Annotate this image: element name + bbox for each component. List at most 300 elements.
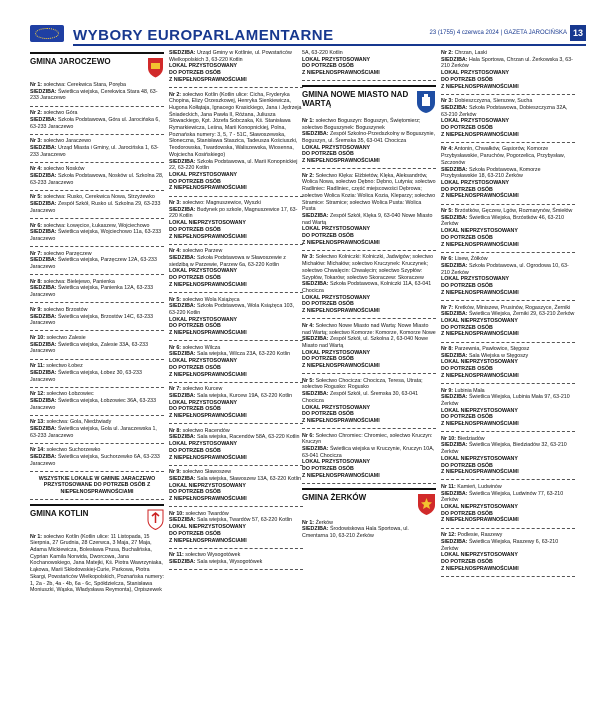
lokal-status-2: DO POTRZEB OSÓB (302, 233, 354, 240)
lokal-status: LOKAL PRZYSTOSOWANY (302, 294, 371, 301)
siedziba-label: SIEDZIBA: (441, 262, 468, 269)
entry-area (302, 118, 436, 131)
lokal-status-2: DO POTRZEB OSÓB (169, 364, 221, 371)
list-item (302, 378, 436, 429)
list-item (30, 391, 164, 416)
entry-area (169, 92, 303, 159)
list-item (441, 305, 575, 343)
lokal-status-3: Z NIEPEŁNOSPRAWNOŚCIAMI (441, 83, 519, 90)
entry-siedziba (169, 207, 303, 220)
entry-number: Nr 4: (30, 166, 43, 173)
entry-area (169, 248, 303, 255)
entry-area (30, 138, 164, 145)
lokal-status-3: Z NIEPEŁNOSPRAWNOŚCIAMI (169, 413, 247, 420)
siedziba-label: SIEDZIBA: (30, 313, 57, 320)
page-header (0, 0, 594, 44)
siedziba-text: Świetlica wiejska, Gola ul. Jaraczewska 1, 63-233 Jaraczewo (30, 426, 157, 439)
entry-area (169, 386, 303, 393)
entry-siedziba (302, 213, 436, 226)
siedziba-text: Świetlica wiejska, Brzostów 14C, 63-233 Jaraczewo (30, 313, 154, 327)
entry-area-text: sołectwo Parzew (182, 248, 223, 255)
lokal-status-2: DO POTRZEB OSÓB (302, 63, 354, 70)
entry-area (302, 323, 436, 336)
siedziba-text: Szkoła Podstawowa, Góra ul. Jarocińska 6, 63-233 Jaraczewo (30, 116, 160, 130)
siedziba-text: Szkoła Podstawowa w Sławoszewie z siedzibą w Parzewie, Parzew 6a, 63-220 Kotlin (169, 254, 286, 268)
siedziba-text: Szkoła Podstawowa, Nosków ul. Szkolna 28, 63-233 Jaraczewo (30, 173, 164, 186)
siedziba-label: SIEDZIBA: (302, 391, 329, 398)
entry-number: Nr 1: (30, 82, 43, 88)
zerkow-list (441, 50, 575, 577)
entry-siedziba (30, 201, 164, 214)
list-item (441, 50, 575, 95)
entry-area (302, 433, 436, 446)
lokal-status-3: Z NIEPEŁNOSPRAWNOŚCIAMI (441, 421, 519, 428)
lokal-status-2: DO POTRZEB OSÓB (169, 226, 221, 233)
siedziba-text: Świetlica Wiejska, Ludwinów 77, 63-210 Żerków (441, 490, 564, 504)
lokal-status: LOKAL PRZYSTOSOWANY (302, 226, 371, 233)
entry-area-text: sołectwo Boguszyn: Boguszyn, Świętomierz; sołectwo Boguszynek: Boguszynek (302, 117, 421, 131)
entry-number: Nr 6: (30, 222, 43, 229)
entry-area (302, 378, 436, 391)
entry-area (441, 98, 575, 105)
entry-area (169, 428, 303, 435)
summary-note (30, 476, 164, 501)
lokal-status-3: Z NIEPEŁNOSPRAWNOŚCIAMI (169, 76, 247, 83)
list-item (441, 98, 575, 143)
siedziba-label: SIEDZIBA: (169, 158, 196, 165)
siedziba-label: SIEDZIBA: (30, 454, 57, 461)
entry-number: Nr 9: (30, 306, 43, 313)
siedziba-label: SIEDZIBA: (441, 538, 468, 545)
entry-siedziba (30, 117, 164, 130)
siedziba-text: Szkoła Podstawowa, Komorze Przybysławskie 18, 63-210 Żerków (441, 166, 541, 180)
entry-area-text: Podlesie, Raszewy (457, 532, 503, 539)
entry-area (30, 82, 164, 89)
entry-number: Nr 2: (302, 172, 315, 179)
entry-area (30, 534, 164, 594)
entry-number: Nr 4: (302, 322, 315, 329)
entry-area-text: sołectwo Parzęczew (43, 250, 92, 257)
list-item (302, 520, 436, 544)
entry-siedziba (302, 281, 436, 294)
siedziba-text: Świetlica Wiejska, Lubinia Mała 97, 63-210 Żerków (441, 394, 570, 407)
siedziba-text: Zespół Szkół, Rusko ul. Szkolna 29, 63-233 Jaraczewo (30, 201, 161, 214)
lokal-status-2: DO POTRZEB OSÓB (302, 356, 354, 363)
lokal-status: LOKAL PRZYSTOSOWANY (169, 441, 238, 448)
entry-area-text: sołectwo Brzostów (43, 306, 88, 313)
eu-flag-icon (30, 25, 64, 42)
siedziba-text: Świetlica wiejska, Łobzowiec 36A, 63-233 Jaraczewo (30, 397, 157, 411)
list-item (30, 447, 164, 472)
siedziba-label: SIEDZIBA: (30, 229, 57, 236)
siedziba-text: Szkoła Podstawowa, ul. Marii Konopnickiej 22, 63-220 Kotlin (169, 158, 298, 172)
lokal-status-2: DO POTRZEB OSÓB (441, 283, 493, 290)
lokal-status-3: Z NIEPEŁNOSPRAWNOŚCIAMI (169, 233, 247, 240)
entry-area-text: sołectwo Góra (43, 110, 78, 117)
entry-siedziba (30, 454, 164, 467)
entry-area-text: sołectwo Wysogotówek (185, 552, 241, 559)
entry-siedziba (441, 394, 575, 407)
entry-siedziba (169, 50, 303, 63)
siedziba-text: Świetlica wiejska, Parzęczew 12A, 63-233 Jaraczewo (30, 257, 157, 271)
lokal-status-3: Z NIEPEŁNOSPRAWNOŚCIAMI (441, 193, 519, 200)
entry-area (30, 335, 164, 342)
entry-siedziba (169, 434, 303, 441)
entry-area (169, 511, 303, 518)
list-item (302, 118, 436, 169)
siedziba-text: Świetlica Wiejska, Żerniki 29, 63-210 Żerków (468, 311, 575, 318)
siedziba-text: Świetlica Wiejska, Raszewy 6, 63-210 Żerków (441, 538, 559, 552)
lokal-status: LOKAL PRZYSTOSOWANY (169, 316, 238, 323)
entry-number: Nr 10: (30, 334, 46, 341)
paper-name: GAZETA JAROCIŃSKA (503, 30, 567, 36)
siedziba-label: SIEDZIBA: (441, 311, 468, 318)
entry-area (441, 50, 575, 57)
entry-area-text: Chrzan, Laski (454, 50, 487, 56)
entry-siedziba (441, 57, 575, 70)
lokal-status-3: Z NIEPEŁNOSPRAWNOŚCIAMI (441, 372, 519, 379)
entry-area (302, 173, 436, 213)
siedziba-label: SIEDZIBA: (302, 131, 329, 138)
entry-number: Nr 3: (169, 200, 182, 207)
entry-area-text: sołectwo Wola Książęca (182, 296, 240, 303)
lokal-status-3: Z NIEPEŁNOSPRAWNOŚCIAMI (441, 517, 519, 524)
list-item (441, 346, 575, 384)
siedziba-label: SIEDZIBA: (441, 56, 468, 63)
entry-area-text: Sołectwo Chromiec: Chromiec, sołectwo Kruczyn: Kruczyn (302, 432, 433, 446)
entry-area-text: Sołectwo Chocicza: Chocicza, Teresa, Utrata; sołectwo Rogusko: Rogusko (302, 377, 423, 391)
entry-area-text: Sołectwo Kolniczki: Kolniczki, Jadwigów; sołectwo Michałów: Michałów; sołectwo Kruczynek: Kruczynek; sołectwo Chwalęcin: Chwalęcin; sołectwo Szypłów: Szypłów, Tokarów; sołectwo Skoraczew: Skoraczew (302, 254, 434, 281)
lokal-status: LOKAL PRZYSTOSOWANY (302, 459, 371, 466)
entry-siedziba (441, 442, 575, 455)
siedziba-label: SIEDZIBA: (30, 397, 57, 404)
list-item (169, 511, 303, 549)
entry-number: Nr 1: (30, 533, 43, 540)
issue-info: 23 (1755) 4 czerwca 2024 | GAZETA JAROCIŃSKA (429, 30, 567, 36)
siedziba-label: SIEDZIBA: (169, 303, 196, 310)
list-item (441, 208, 575, 253)
siedziba-text: Świetlica Wiejska, Brzóstków 46, 63-210 Żerków (441, 214, 565, 228)
entry-siedziba (441, 167, 575, 180)
siedziba-label: SIEDZIBA: (30, 116, 57, 123)
lokal-status-2: DO POTRZEB OSÓB (169, 178, 221, 185)
list-item (302, 254, 436, 319)
entry-number: Nr 11: (169, 552, 184, 559)
lokal-status: LOKAL NIEPRZYSTOSOWANY (441, 552, 518, 559)
siedziba-label: SIEDZIBA: (30, 173, 57, 180)
entry-siedziba (302, 391, 436, 404)
siedziba-label: SIEDZIBA: (169, 254, 196, 261)
entry-area (302, 254, 436, 281)
lokal-status-3: Z NIEPEŁNOSPRAWNOŚCIAMI (302, 239, 380, 246)
entry-siedziba (30, 229, 164, 242)
entry-area (30, 363, 164, 370)
siedziba-label: SIEDZIBA: (441, 352, 468, 359)
page-title: WYBORY EUROPARLAMENTARNE (73, 27, 334, 44)
lokal-status-2: DO POTRZEB OSÓB (441, 234, 493, 241)
siedziba-text: Sala wiejska, Sławoszew 13A, 63-220 Kotlin (196, 475, 301, 482)
lokal-status-2: DO POTRZEB OSÓB (302, 411, 354, 418)
entry-area-text: Lubinia Mała (454, 387, 485, 394)
siedziba-label: SIEDZIBA: (169, 351, 196, 358)
siedziba-text: Świetlica wiejska, Panienka 12A, 63-233 Jaraczewo (30, 285, 154, 299)
siedziba-label: SIEDZIBA: (169, 475, 196, 482)
entry-area (30, 391, 164, 398)
lokal-status: LOKAL PRZYSTOSOWANY (302, 144, 371, 151)
nowe-miasto-list (302, 118, 436, 484)
entry-siedziba (30, 145, 164, 158)
siedziba-label: SIEDZIBA: (302, 446, 329, 453)
entry-area-text: Sołectwo Nowe Miasto nad Wartą: Nowe Miasto nad Wartą; sołectwo Komorze: Komorze, Komorze Nowe (302, 322, 436, 336)
list-item (30, 82, 164, 107)
list-item (30, 110, 164, 135)
list-item (441, 146, 575, 204)
lokal-status-3: Z NIEPEŁNOSPRAWNOŚCIAMI (441, 131, 519, 138)
entry-siedziba (441, 263, 575, 276)
summary-text: WSZYSTKIE LOKALE W GMINIE JARACZEWO PRZYSTOSOWANE DO POTRZEB OSÓB Z NIEPEŁNOSPRAWNOŚCIAMI (38, 475, 156, 495)
siedziba-text: Zespół Szkół, ul. Szkolna 2, 63-040 Nowe Miasto nad Wartą (302, 336, 429, 349)
lokal-status-2: DO POTRZEB OSÓB (441, 510, 493, 517)
entry-area-text: sołectwa: Gola, Niedźwiady (46, 419, 112, 426)
lokal-status-2: DO POTRZEB OSÓB (302, 466, 354, 473)
list-item (169, 200, 303, 245)
siedziba-label: SIEDZIBA: (30, 341, 57, 348)
entry-area-text: Biedziadów (457, 435, 485, 442)
entry-area-text: Sołectwo Klęka: Elżbietów, Klęka, Aleksandrów, Wolica Nowa, sołectwo Dębno: Dębno, Lutynia; sołectwo Radliniec: Radliniec, część miejscowości Dębrowa; sołectwo Wolica Kozia: Wolica Kozia, Kleparzy; sołectwo Stramice: Stramice; sołectwo Wolica Pusta: Wolica Pusta (302, 172, 436, 213)
siedziba-label: SIEDZIBA: (441, 166, 468, 173)
gmina-header-nowe-miasto (302, 85, 436, 114)
siedziba-label: SIEDZIBA: (30, 257, 57, 264)
entry-siedziba (169, 476, 303, 483)
entry-area (169, 200, 303, 207)
siedziba-text: Świetlica wiejska, Suchorzewko 6A, 63-233 Jaraczewo (30, 454, 160, 467)
pre-text: 5A, 63-220 Kotlin (302, 50, 343, 56)
entry-area (169, 469, 303, 476)
lokal-status-2: DO POTRZEB OSÓB (169, 406, 221, 413)
lokal-status-2: DO POTRZEB OSÓB (169, 323, 221, 330)
entry-siedziba (441, 539, 575, 552)
entry-area-text: sołectwo Suchorzewko (46, 447, 101, 454)
list-item (30, 138, 164, 163)
entry-number: Nr 6: (441, 256, 454, 263)
list-item (302, 433, 436, 484)
entry-area-text: sołectwa: Bielejewo, Panienka (43, 278, 115, 285)
entry-siedziba (302, 336, 436, 349)
siedziba-text: Sala Wiejska w Stęgoszy (468, 352, 529, 359)
siedziba-text: Szkoła Podstawowa, Dobieszczyzna 32A, 63-210 Żerków (441, 104, 568, 118)
page-number: 13 (570, 25, 586, 41)
list-item (30, 534, 164, 598)
siedziba-text: Hala Sportowa, Chrzan ul. Żerkowska 3, 63-210 Żerków (441, 56, 573, 70)
list-item (169, 428, 303, 466)
list-item (302, 50, 436, 81)
entry-number: Nr 5: (302, 377, 315, 384)
entry-siedziba (30, 398, 164, 411)
siedziba-label: SIEDZIBA: (441, 104, 468, 111)
entry-area-text: Brzóstków, Gęczew, Lgów, Rozmarynów, Śmiełów (454, 208, 573, 215)
entry-area-text: sołectwo: Magnuszewice, Wyszki (182, 200, 261, 207)
gmina-header-kotlin (30, 504, 164, 530)
entry-siedziba (30, 314, 164, 327)
entry-number: Nr 4: (441, 146, 454, 153)
siedziba-label: SIEDZIBA: (169, 517, 196, 524)
list-item (30, 194, 164, 219)
siedziba-text: Świetlica wiejska, Zalesie 33A, 63-233 Jaraczewo (30, 341, 149, 355)
siedziba-text: Szkoła Podstawowa, Wola Książęca 103, 63-220 Kotlin (169, 303, 295, 316)
entry-siedziba (30, 426, 164, 439)
lokal-status-3: Z NIEPEŁNOSPRAWNOŚCIAMI (169, 281, 247, 288)
list-item (169, 345, 303, 383)
gmina-title: GMINA KOTLIN (30, 508, 89, 518)
lokal-status: LOKAL PRZYSTOSOWANY (441, 70, 510, 77)
entry-number: Nr 3: (30, 138, 43, 145)
entry-siedziba (169, 255, 303, 268)
entry-number: Nr 6: (302, 432, 315, 439)
lokal-status-3: Z NIEPEŁNOSPRAWNOŚCIAMI (441, 289, 519, 296)
siedziba-label: SIEDZIBA: (30, 426, 57, 433)
entry-siedziba (441, 105, 575, 118)
lokal-status-3: Z NIEPEŁNOSPRAWNOŚCIAMI (441, 469, 519, 476)
entry-number: Nr 5: (169, 296, 182, 303)
siedziba-label: SIEDZIBA: (30, 285, 57, 292)
entry-number: Nr 3: (302, 254, 315, 261)
entry-siedziba (169, 559, 303, 566)
entry-siedziba (169, 303, 303, 316)
siedziba-label: SIEDZIBA: (169, 50, 196, 56)
entry-area-text: Parzewnia, Pawłowice, Stęgosz (454, 346, 530, 353)
siedziba-text: Sala wiejska, Wysogotówek (196, 559, 263, 565)
lokal-status-2: DO POTRZEB OSÓB (441, 76, 493, 83)
siedziba-label: SIEDZIBA: (30, 88, 57, 95)
list-item (441, 484, 575, 529)
lokal-status-3: Z NIEPEŁNOSPRAWNOŚCIAMI (302, 417, 380, 424)
entry-area-text: sołectwo Racendów (182, 427, 230, 434)
siedziba-text: Świetlica wiejska, Łobez 30, 63-233 Jaraczewo (30, 369, 142, 383)
lokal-status-2: DO POTRZEB OSÓB (169, 447, 221, 454)
siedziba-text: Środowiskowa Hala Sportowa, ul. Cmentarna 10, 63-210 Żerków (302, 526, 409, 539)
entry-number: Nr 7: (169, 386, 182, 393)
siedziba-text: Urząd Gminy w Kotlinie, ul. Powstańców Wielkopolskich 3, 63-220 Kotlin (169, 50, 292, 63)
entry-area-text: sołectwo Twardów (185, 510, 229, 517)
lokal-status-2: DO POTRZEB OSÓB (169, 70, 221, 77)
entry-number: Nr 7: (441, 304, 454, 311)
entry-number: Nr 1: (302, 519, 315, 526)
siedziba-label: SIEDZIBA: (302, 336, 329, 343)
entry-siedziba (30, 342, 164, 355)
lokal-status-2: DO POTRZEB OSÓB (169, 530, 221, 537)
lokal-status: LOKAL PRZYSTOSOWANY (302, 404, 371, 411)
entry-number: Nr 4: (169, 248, 182, 255)
entry-siedziba (441, 491, 575, 504)
entry-number: Nr 10: (441, 435, 457, 442)
lokal-status-3: Z NIEPEŁNOSPRAWNOŚCIAMI (169, 537, 247, 544)
entry-area-text: sołectwo Zalesie (46, 334, 86, 341)
list-item (169, 92, 303, 197)
lokal-status: LOKAL PRZYSTOSOWANY (441, 118, 510, 125)
lokal-status-2: DO POTRZEB OSÓB (169, 275, 221, 282)
entry-siedziba (30, 370, 164, 383)
gmina-title: GMINA JAROCZEWO (30, 57, 111, 66)
entry-number: Nr 2: (169, 91, 182, 98)
list-item (30, 335, 164, 360)
jaraczewo-list (30, 82, 164, 472)
entry-number: Nr 8: (30, 278, 43, 285)
gmina-title: GMINA NOWE MIASTO NAD WARTĄ (302, 89, 409, 108)
entry-area-text: sołectwo Sławoszew (182, 469, 232, 476)
entry-number: Nr 12: (441, 532, 457, 539)
lokal-status-3: Z NIEPEŁNOSPRAWNOŚCIAMI (169, 185, 247, 192)
entry-number: Nr 7: (30, 250, 43, 257)
entry-siedziba (169, 517, 303, 524)
list-item (302, 173, 436, 251)
list-item (30, 419, 164, 444)
lokal-status: LOKAL NIEPRZYSTOSOWANY (441, 359, 518, 366)
zerkow-crest-icon (417, 493, 436, 516)
lokal-status: LOKAL NIEPRZYSTOSOWANY (441, 407, 518, 414)
entry-area-text: Żerków (315, 519, 333, 526)
entry-area (169, 297, 303, 304)
entry-area-text: sołectwo Kotlin (Kotlin ulice: 11 Listopada, 15 Sierpnia, 27 Grudnia, 28 Czerwca, 3 Maja, 27 Maja, Adama Mickiewicza, Bolesława Prusa, Buchalińska, Cyprian Kamila Norwida, Dworcowa, Jana Kochanowskiego, Jana Matejki, Kś. Piotra Wawrzyniaka, Łąkowa, Marii Skłodowskiej-Curie, Parkowa, Piotra Skargi, Powstańców Wielkopolskich, Poznańska numery: 1, 2a - 2b, 4a - 4b, 6a - 6c, Spółdzielcza, Stanisława Moniuszki, Wąska, Władysława Reymonta), Orpiszewek (30, 533, 164, 594)
siedziba-text: Świetlica Wiejska, Biedziadów 32, 63-210 Żerków (441, 442, 567, 456)
entry-siedziba (169, 351, 303, 358)
entry-area (441, 256, 575, 263)
entry-number: Nr 1: (302, 117, 315, 124)
lokal-status: LOKAL PRZYSTOSOWANY (169, 171, 238, 178)
list-item (169, 297, 303, 342)
entry-area-text: sołectwo Łobzowiec (46, 391, 94, 398)
kotlin-list (169, 50, 303, 570)
lokal-status-3: Z NIEPEŁNOSPRAWNOŚCIAMI (441, 331, 519, 338)
siedziba-text: Świetlica wiejska, Wojciechowo 11a, 63-233 Jaraczewo (30, 229, 162, 242)
siedziba-label: SIEDZIBA: (302, 281, 329, 288)
lokal-status: LOKAL PRZYSTOSOWANY (302, 349, 371, 356)
lokal-status: LOKAL NIEPRZYSTOSOWANY (441, 228, 518, 235)
siedziba-text: Sala wiejska, Racendów 58A, 63-220 Kotlin (196, 434, 300, 441)
entry-number: Nr 2: (30, 110, 43, 117)
siedziba-text: Świetlica wiejska, Cerekwica Stara 48, 63-233 Jaraczewo (30, 88, 158, 102)
siedziba-label: SIEDZIBA: (441, 442, 468, 449)
entry-area-text: Kretków, Miniszew, Prusinów, Rogaszyce, Żerniki (454, 304, 571, 311)
siedziba-label: SIEDZIBA: (441, 214, 468, 221)
siedziba-label: SIEDZIBA: (169, 392, 196, 399)
lokal-status-2: DO POTRZEB OSÓB (441, 414, 493, 421)
entry-area-text: sołectwo Wilcza (182, 344, 221, 351)
siedziba-text: Sala wiejska, Twardów 57, 63-220 Kotlin (196, 517, 292, 524)
entry-number: Nr 5: (441, 208, 454, 215)
lokal-status-2: DO POTRZEB OSÓB (441, 324, 493, 331)
siedziba-label: SIEDZIBA: (302, 526, 329, 533)
siedziba-text: Zespół Szkolno-Przedszkolny w Boguszynie, Boguszyn, ul. Śremska 35, 63-041 Chocicza (302, 131, 436, 144)
lokal-status-2: DO POTRZEB OSÓB (441, 186, 493, 193)
list-item (169, 552, 303, 570)
siedziba-text: Budynek po szkole, Magnuszewice 17, 63-220 Kotlin (169, 206, 298, 220)
lokal-status: LOKAL PRZYSTOSOWANY (441, 276, 510, 283)
list-item (169, 248, 303, 293)
entry-number: Nr 8: (169, 427, 182, 434)
entry-area (30, 110, 164, 117)
entry-area (169, 552, 303, 559)
entry-number: Nr 10: (169, 510, 185, 517)
entry-number: Nr 13: (30, 419, 46, 426)
entry-number: Nr 2: (441, 50, 454, 56)
entry-number: Nr 8: (441, 346, 454, 353)
siedziba-text: Zespół Szkół, Klęka 9, 63-040 Nowe Miasto nad Wartą (302, 212, 433, 226)
gmina-header-jaraczewo (30, 52, 164, 78)
list-item (302, 323, 436, 374)
list-item (441, 532, 575, 577)
column-1 (30, 50, 164, 601)
entry-area-text: sołectwa: Cerekwica Stara, Poręba (43, 82, 126, 88)
